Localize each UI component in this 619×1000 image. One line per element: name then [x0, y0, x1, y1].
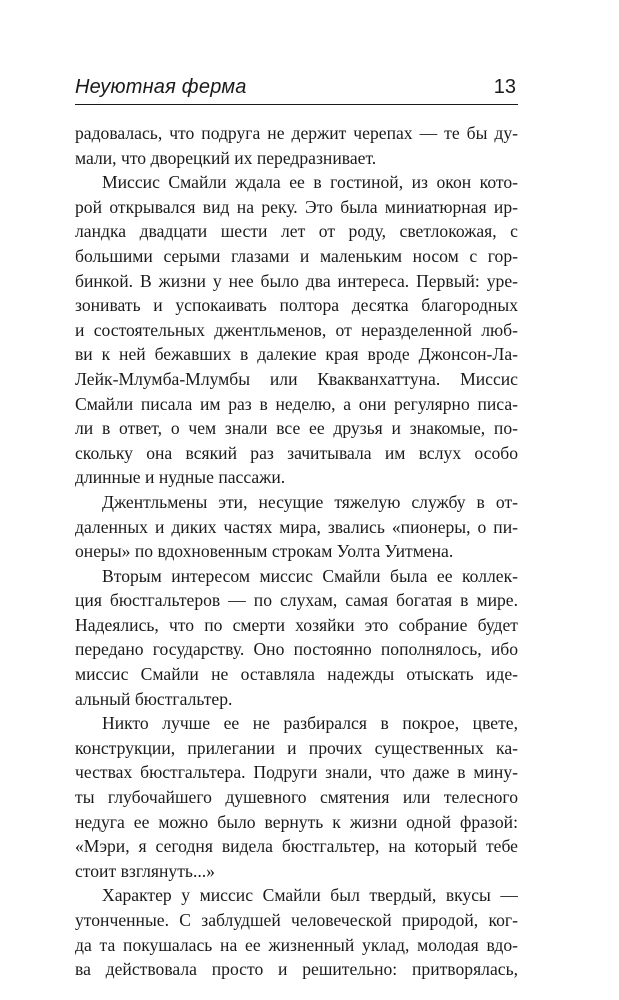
text-line: Характер у миссис Смайли был твердый, вкусы —	[102, 885, 518, 906]
text-line: стоит взглянуть...»	[75, 860, 215, 881]
text-line: недуга ее можно было вернуть к жизни одной фразой:	[75, 811, 518, 832]
text-line: альный бюстгальтер.	[75, 688, 233, 709]
text-line: даленных и диких частях мира, звались «пионеры, о пи-	[75, 516, 518, 537]
running-title: Неуютная ферма	[75, 76, 247, 98]
text-line: радовалась, что подруга не держит черепах — те бы ду-	[75, 123, 518, 143]
text-line: Миссис Смайли ждала ее в гостиной, из окон кото-	[102, 172, 518, 193]
text-line: чествах бюстгальтера. Подруги знали, что даже в мину-	[75, 762, 518, 783]
text-line: Смайли писала им раз в неделю, а они регулярно писа-	[75, 393, 518, 414]
text-line: «Мэри, я сегодня видела бюстгальтер, на который тебе	[75, 836, 518, 857]
text-line: ли в ответ, о чем знали все ее друзья и знакомые, по-	[75, 418, 518, 439]
text-line: и состоятельных джентльменов, от неразделенной люб-	[75, 319, 518, 340]
text-line: ва действовала просто и решительно: притворялась,	[75, 959, 518, 980]
text-line: ты глубочайшего душевного смятения или телесного	[75, 787, 518, 808]
text-line: длинные и нудные пассажи.	[75, 467, 286, 488]
text-line: конструкции, прилегании и прочих существенных ка-	[75, 737, 518, 758]
text-line: Надеялись, что по смерти хозяйки это собрание будет	[75, 614, 518, 635]
text-line: утонченные. С заблудшей человеческой природой, ког-	[75, 910, 518, 930]
text-line: онеры» по вдохновенным строкам Уолта Уитмена.	[75, 541, 454, 562]
text-line: Никто лучше ее не разбирался в покрое, цвете,	[102, 713, 518, 734]
text-line: большими серыми глазами и маленьким носом с гор-	[75, 245, 518, 266]
text-line: миссис Смайли не оставляла надежды отыскать иде-	[75, 664, 518, 685]
running-header	[75, 72, 518, 105]
text-line: рой открывался вид на реку. Это была миниатюрная ир-	[75, 196, 518, 217]
page-number: 13	[493, 76, 516, 98]
text-line: ция бюстгальтеров — по слухам, самая богатая в мире.	[75, 590, 518, 611]
text-line: да та покушалась на ее жизненный уклад, молодая вдо-	[75, 934, 518, 955]
text-line: скольку она всякий раз зачитывала им вслух особо	[75, 442, 518, 463]
text-line: Лейк-Млумба-Млумбы или Квакванхаттуна. Миссис	[75, 368, 518, 389]
text-line: бинкой. В жизни у нее было два интереса. Первый: уре-	[75, 270, 518, 291]
text-line: ландка двадцати шести лет от роду, светлокожая, с	[75, 221, 518, 242]
text-line: Джентльмены эти, несущие тяжелую службу в от-	[102, 491, 518, 512]
body-text	[75, 121, 518, 982]
text-line: Вторым интересом миссис Смайли была ее коллек-	[102, 565, 518, 586]
text-line: передано государству. Оно постоянно пополнялось, ибо	[75, 639, 518, 660]
text-line: мали, что дворецкий их передразнивает.	[75, 147, 377, 168]
text-line: зонивать и успокаивать полтора десятка благородных	[75, 295, 518, 316]
text-line: ви к ней бежавших в далекие края вроде Джонсон-Ла-	[75, 344, 518, 365]
